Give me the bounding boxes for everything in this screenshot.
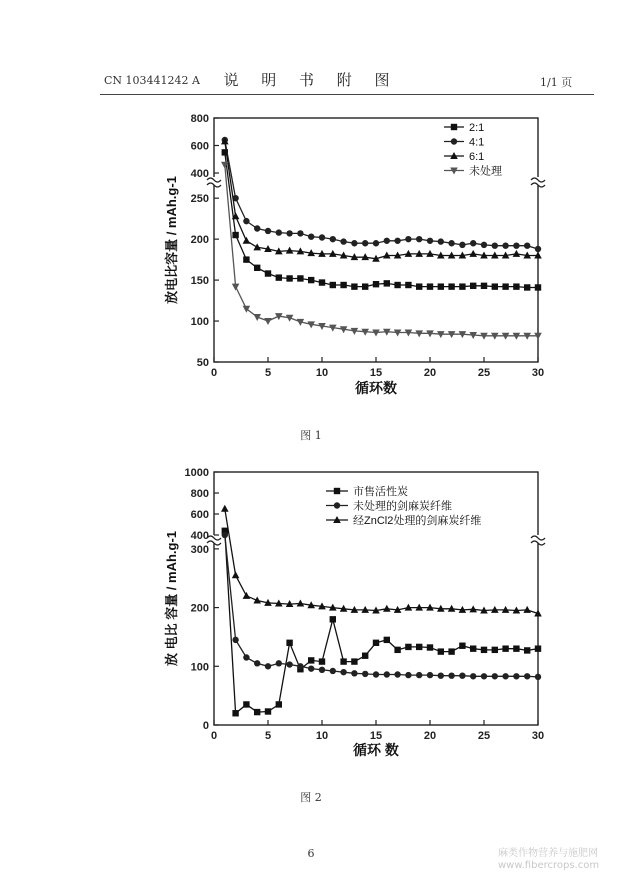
figure-2-caption: 图 2 <box>300 791 322 804</box>
data-point <box>254 709 260 715</box>
data-point <box>481 673 487 679</box>
page-number: 6 <box>307 847 315 860</box>
data-point <box>384 637 390 643</box>
y-tick-label: 100 <box>190 316 209 329</box>
watermark-line1: 麻类作物营养与施肥网 <box>498 848 598 859</box>
x-axis-label: 循环 数 <box>353 742 399 758</box>
data-point <box>297 663 303 669</box>
figure-1-caption: 图 1 <box>300 429 322 442</box>
data-point <box>373 671 379 677</box>
legend-label: 6:1 <box>469 151 485 163</box>
legend-label: 未处理的剑麻炭纤维 <box>353 500 452 513</box>
x-tick-label: 30 <box>531 730 545 742</box>
watermark <box>498 848 618 872</box>
data-point <box>448 648 454 654</box>
data-point <box>243 592 251 599</box>
x-tick-label: 10 <box>315 367 329 379</box>
legend-label: 2:1 <box>469 122 485 134</box>
y-tick-label: 0 <box>202 720 209 732</box>
data-point <box>416 644 422 650</box>
data-point <box>427 672 433 678</box>
y-tick-label: 50 <box>196 357 209 369</box>
data-point <box>286 661 292 667</box>
y-tick-label: 300 <box>190 543 209 556</box>
data-point <box>405 672 411 678</box>
data-point <box>502 673 508 679</box>
data-point <box>416 672 422 678</box>
y-tick-label-upper: 800 <box>190 113 209 125</box>
x-tick-label: 5 <box>264 367 272 379</box>
data-point <box>524 647 530 653</box>
data-point <box>297 599 305 606</box>
data-point <box>340 658 346 664</box>
data-point <box>459 643 465 649</box>
y-axis-label: 放 电比 容量 / mAh.g-1 <box>164 530 179 667</box>
data-point <box>265 663 271 669</box>
data-point <box>438 672 444 678</box>
y-tick-label-upper: 400 <box>190 168 209 180</box>
data-point <box>351 658 357 664</box>
data-point <box>232 637 238 643</box>
x-tick-label: 20 <box>423 367 437 379</box>
legend-label: 市售活性炭 <box>353 486 408 498</box>
x-tick-label: 5 <box>264 730 272 742</box>
data-point <box>308 665 314 671</box>
data-point <box>330 668 336 674</box>
legend-marker <box>334 488 340 494</box>
data-point <box>362 671 368 677</box>
data-point <box>308 657 314 663</box>
data-point <box>448 672 454 678</box>
data-point <box>222 532 228 538</box>
data-point <box>340 669 346 675</box>
data-point <box>254 660 260 666</box>
data-point <box>394 647 400 653</box>
y-tick-label-upper: 600 <box>190 140 209 153</box>
legend-marker <box>334 502 340 508</box>
data-point <box>243 654 249 660</box>
data-point <box>276 660 282 666</box>
data-point <box>276 701 282 707</box>
y-axis-label: 放电比容量 / mAh.g-1 <box>164 176 179 304</box>
data-point <box>362 653 368 659</box>
series-line <box>225 535 538 677</box>
data-point <box>232 710 238 716</box>
x-tick-label: 30 <box>531 367 545 379</box>
x-tick-label: 25 <box>477 730 491 742</box>
data-point <box>459 672 465 678</box>
legend-label: 4:1 <box>469 136 485 149</box>
page-title: 说 明 书 附 图 <box>223 71 399 89</box>
y-tick-label-upper: 600 <box>190 509 209 521</box>
data-point <box>384 671 390 677</box>
data-point <box>319 658 325 664</box>
data-point <box>405 644 411 650</box>
x-axis-label: 循环数 <box>355 380 397 396</box>
data-point <box>470 645 476 651</box>
data-point <box>535 674 541 680</box>
data-point <box>427 644 433 650</box>
y-tick-label-upper: 400 <box>190 530 209 542</box>
x-tick-label: 15 <box>369 367 383 379</box>
y-tick-label-upper: 800 <box>190 488 209 500</box>
data-point <box>373 640 379 646</box>
data-point <box>492 673 498 679</box>
x-tick-label: 0 <box>210 730 218 742</box>
data-point <box>286 640 292 646</box>
data-point <box>492 647 498 653</box>
y-tick-label: 100 <box>190 661 209 674</box>
data-point <box>470 673 476 679</box>
x-tick-label: 10 <box>315 730 329 742</box>
y-tick-label: 200 <box>190 234 209 247</box>
x-tick-label: 15 <box>369 730 383 742</box>
x-tick-label: 0 <box>210 367 218 379</box>
x-tick-label: 20 <box>423 730 437 742</box>
data-point <box>351 670 357 676</box>
legend-label: 未处理 <box>469 165 502 178</box>
y-tick-label-upper: 1000 <box>184 467 209 479</box>
data-point <box>319 667 325 673</box>
data-point <box>438 648 444 654</box>
page-ratio: 1/1 页 <box>540 76 573 89</box>
data-point <box>221 505 229 512</box>
data-point <box>513 645 519 651</box>
y-tick-label: 150 <box>190 275 209 288</box>
legend-label: 经ZnCl2处理的剑麻炭纤维 <box>353 515 482 527</box>
patent-number: CN 103441242 A <box>104 74 200 87</box>
y-tick-label: 250 <box>190 193 209 206</box>
watermark-line2: www.fibercrops.com <box>498 860 600 871</box>
data-point <box>330 616 336 622</box>
data-point <box>243 701 249 707</box>
data-point <box>502 645 508 651</box>
data-point <box>535 645 541 651</box>
data-point <box>383 605 391 612</box>
data-point <box>524 673 530 679</box>
data-point <box>513 673 519 679</box>
y-tick-label: 200 <box>190 602 209 615</box>
x-tick-label: 25 <box>477 367 491 379</box>
series-line <box>225 531 538 714</box>
data-point <box>232 571 240 578</box>
data-point <box>265 708 271 714</box>
data-point <box>481 647 487 653</box>
data-point <box>394 671 400 677</box>
